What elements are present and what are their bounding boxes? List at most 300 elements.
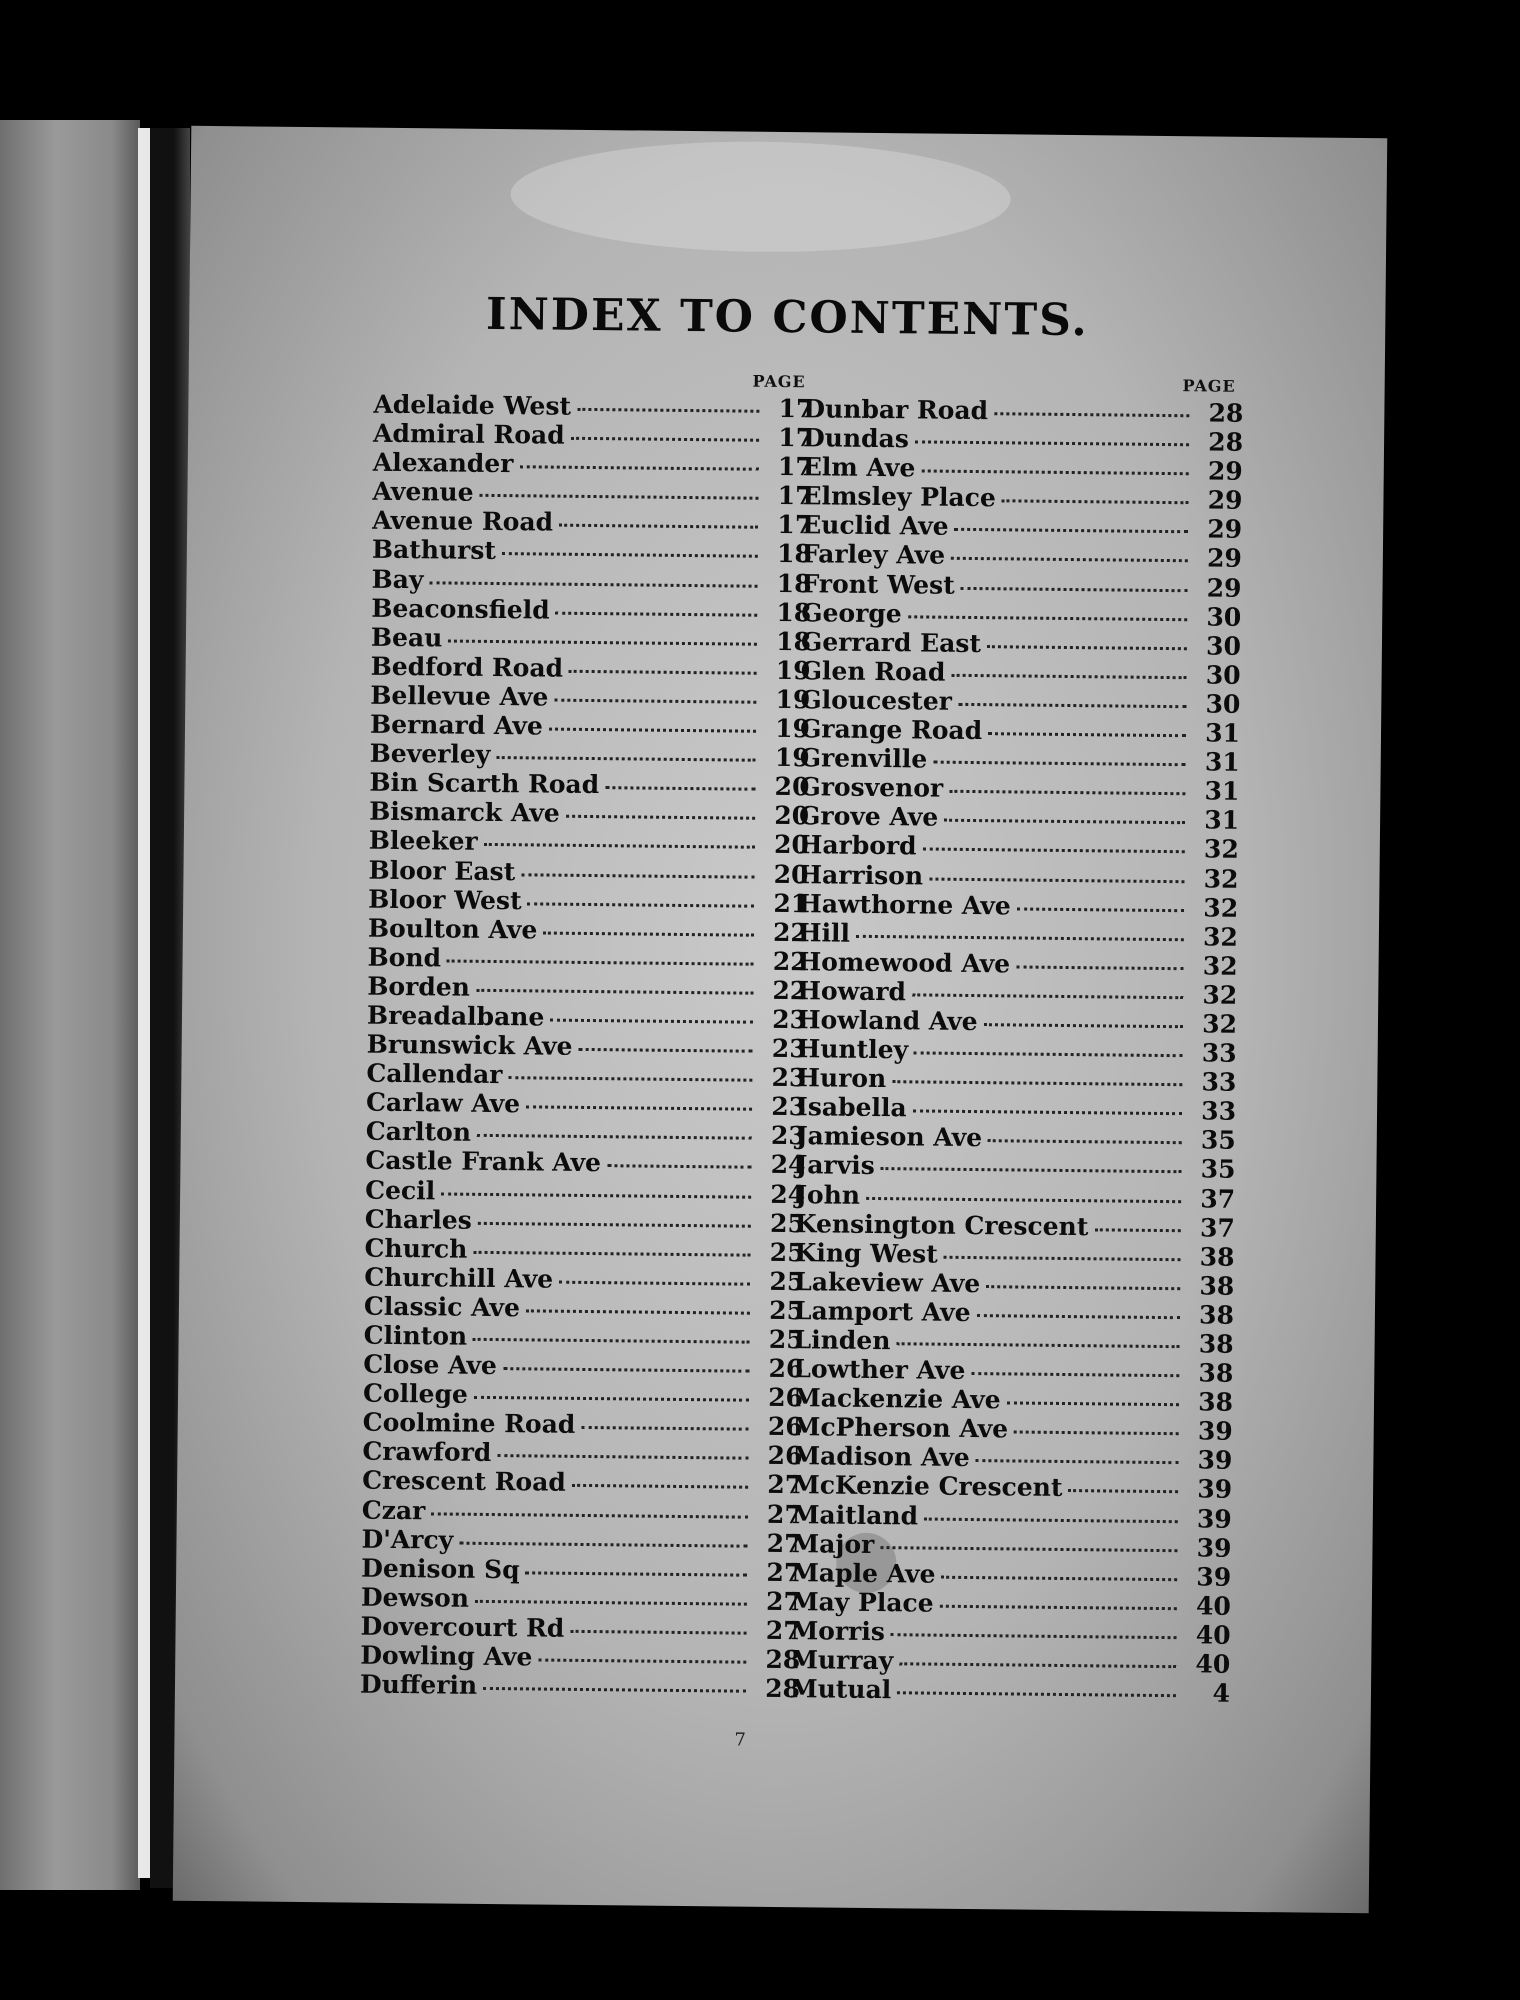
entry-page-number: 26 — [768, 1353, 804, 1384]
entry-name: Euclid Ave — [802, 510, 949, 542]
entry-page-number: 24 — [770, 1179, 806, 1209]
entry-page-number: 26 — [767, 1441, 803, 1471]
dot-leader — [866, 1195, 1181, 1202]
entry-name: Admiral Road — [372, 418, 565, 450]
dot-leader — [1016, 964, 1184, 970]
dot-leader — [944, 1254, 1181, 1260]
entry-page-number: 25 — [769, 1208, 806, 1238]
index-entry — [371, 564, 811, 598]
entry-page-number: 23 — [770, 1121, 806, 1151]
dot-leader — [429, 580, 757, 587]
index-entry — [367, 1030, 807, 1064]
dot-leader — [908, 614, 1188, 621]
entry-page-number: 39 — [1197, 1445, 1233, 1476]
index-entry — [366, 1059, 806, 1093]
index-entry — [364, 1233, 804, 1267]
index-list-right — [790, 394, 1244, 1708]
entry-name: Harrison — [798, 859, 924, 890]
entry-page-number: 25 — [768, 1324, 804, 1355]
page-column-header: PAGE — [1182, 376, 1236, 396]
dot-leader — [605, 785, 755, 791]
entry-name: Adelaide West — [373, 389, 572, 421]
index-entry — [368, 884, 808, 918]
entry-name: May Place — [790, 1586, 934, 1618]
dot-leader — [988, 731, 1186, 737]
dot-leader — [577, 407, 759, 413]
entry-page-number: 25 — [769, 1266, 805, 1297]
dot-leader — [955, 527, 1189, 533]
index-entry — [798, 860, 1238, 894]
dot-leader — [984, 1022, 1183, 1028]
dot-leader — [448, 638, 757, 645]
entry-page-number: 22 — [772, 917, 809, 947]
index-entry — [364, 1321, 804, 1355]
index-entry — [800, 685, 1240, 719]
entry-name: Dufferin — [359, 1669, 478, 1700]
index-entry — [371, 652, 811, 686]
entry-page-number: 20 — [774, 801, 810, 831]
entry-name: Cecil — [365, 1175, 436, 1205]
entry-page-number: 28 — [765, 1644, 801, 1675]
dot-leader — [856, 933, 1184, 940]
index-entry — [370, 681, 810, 715]
entry-name: Castle Frank Ave — [365, 1146, 602, 1178]
index-entry — [362, 1437, 802, 1471]
index-entry — [365, 1175, 805, 1209]
dot-leader — [484, 842, 755, 849]
dot-leader — [913, 1109, 1182, 1116]
entry-name: Beau — [370, 622, 443, 653]
entry-page-number: 28 — [1208, 398, 1244, 428]
index-entry — [364, 1262, 804, 1296]
index-entry — [368, 913, 808, 947]
index-entry — [797, 947, 1237, 981]
index-entry — [795, 1151, 1235, 1185]
dot-leader — [1068, 1489, 1178, 1494]
entry-page-number: 23 — [771, 1092, 807, 1122]
index-entry — [799, 772, 1239, 806]
index-entry — [367, 1001, 807, 1035]
entry-name: Bismarck Ave — [369, 796, 560, 828]
entry-name: Jamieson Ave — [795, 1121, 983, 1153]
dot-leader — [977, 1313, 1180, 1319]
dot-leader — [971, 1371, 1179, 1377]
entry-page-number: 40 — [1195, 1591, 1232, 1621]
entry-name: Brunswick Ave — [366, 1029, 573, 1061]
entry-name: Avenue Road — [372, 506, 554, 537]
entry-page-number: 23 — [771, 1033, 807, 1064]
dot-leader — [951, 673, 1186, 679]
index-entry — [365, 1146, 805, 1180]
entry-name: Borden — [367, 971, 471, 1002]
dot-leader — [478, 1220, 751, 1227]
index-entry — [803, 452, 1243, 486]
dot-leader — [897, 1690, 1176, 1697]
entry-page-number: 23 — [771, 1063, 807, 1093]
index-entry — [801, 627, 1241, 661]
entry-name: Mutual — [789, 1674, 892, 1705]
entry-page-number: 29 — [1206, 573, 1242, 603]
index-entry — [795, 1209, 1235, 1243]
entry-name: Linden — [793, 1325, 891, 1356]
dot-leader — [566, 814, 755, 820]
entry-page-number: 27 — [766, 1499, 802, 1529]
entry-page-number: 31 — [1204, 776, 1240, 807]
entry-page-number: 38 — [1198, 1300, 1235, 1330]
entry-page-number: 38 — [1198, 1387, 1234, 1417]
dot-leader — [497, 1453, 748, 1460]
entry-name: Grange Road — [799, 714, 983, 746]
entry-page-number: 33 — [1201, 1067, 1237, 1097]
entry-name: Bedford Road — [370, 651, 564, 683]
index-entry — [372, 535, 812, 569]
entry-page-number: 32 — [1202, 951, 1238, 981]
entry-page-number: 40 — [1195, 1620, 1231, 1650]
index-entry — [369, 797, 809, 831]
dot-leader — [543, 930, 754, 936]
dot-leader — [502, 552, 758, 559]
entry-page-number: 25 — [769, 1237, 805, 1267]
index-entry — [800, 743, 1240, 777]
index-entry — [361, 1524, 801, 1558]
entry-name: Lakeview Ave — [794, 1266, 981, 1298]
entry-page-number: 19 — [774, 743, 810, 773]
entry-name: Dewson — [360, 1582, 470, 1613]
entry-name: Dovercourt Rd — [360, 1611, 565, 1643]
entry-page-number: 27 — [765, 1586, 802, 1617]
dot-leader — [933, 760, 1185, 767]
entry-name: Breadalbane — [366, 1000, 545, 1032]
entry-page-number: 26 — [767, 1412, 803, 1442]
dot-leader — [474, 1395, 749, 1402]
entry-name: Lowther Ave — [793, 1354, 966, 1386]
index-entry — [373, 390, 813, 424]
dot-leader — [569, 669, 757, 675]
dot-leader — [1094, 1227, 1181, 1232]
index-entry — [793, 1354, 1233, 1388]
dot-leader — [914, 1050, 1183, 1057]
page-number-mark: 7 — [734, 1729, 747, 1751]
entry-page-number: 39 — [1196, 1562, 1232, 1592]
dot-leader — [526, 1570, 748, 1576]
dot-leader — [899, 1661, 1176, 1668]
dot-leader — [476, 988, 753, 995]
index-entry — [370, 710, 810, 744]
index-entry — [362, 1466, 802, 1500]
entry-name: Hawthorne Ave — [798, 888, 1011, 921]
entry-name: Classic Ave — [363, 1291, 521, 1323]
dot-leader — [572, 1483, 748, 1489]
entry-name: Bond — [367, 942, 442, 973]
index-entry — [795, 1180, 1235, 1214]
entry-page-number: 28 — [1208, 427, 1244, 457]
entry-page-number: 37 — [1200, 1183, 1236, 1214]
entry-page-number: 23 — [772, 1004, 808, 1035]
entry-name: Clinton — [363, 1320, 468, 1351]
entry-page-number: 39 — [1197, 1474, 1233, 1505]
entry-name: D'Arcy — [361, 1524, 454, 1555]
index-entry — [361, 1553, 801, 1587]
entry-name: Bathurst — [371, 535, 497, 566]
entry-name: Howard — [797, 976, 907, 1007]
entry-name: Huron — [796, 1063, 887, 1094]
index-list-left — [360, 390, 814, 1704]
index-entry — [372, 506, 812, 540]
dot-leader — [477, 1133, 752, 1140]
entry-name: George — [801, 597, 902, 628]
entry-name: Hill — [797, 917, 851, 948]
index-entry — [360, 1641, 800, 1675]
index-page — [173, 126, 1388, 1913]
dot-leader — [1014, 1430, 1179, 1436]
entry-page-number: 27 — [765, 1615, 801, 1646]
index-entry — [792, 1442, 1232, 1476]
index-entry — [373, 448, 813, 482]
entry-page-number: 40 — [1195, 1649, 1231, 1679]
index-entry — [796, 1092, 1236, 1126]
entry-name: Dowling Ave — [360, 1640, 533, 1672]
index-entry — [790, 1645, 1230, 1679]
dot-leader — [503, 1366, 749, 1373]
entry-page-number: 29 — [1207, 456, 1243, 487]
index-column-left — [360, 368, 814, 1704]
entry-name: Carlaw Ave — [365, 1087, 521, 1119]
dot-leader — [431, 1511, 748, 1518]
index-entry — [802, 511, 1242, 545]
index-entry — [366, 1088, 806, 1122]
entry-name: Elm Ave — [802, 452, 916, 483]
index-entry — [803, 423, 1243, 457]
index-column-right — [790, 372, 1244, 1708]
index-entry — [363, 1408, 803, 1442]
dot-leader — [958, 702, 1186, 708]
dot-leader — [607, 1164, 752, 1170]
entry-page-number: 35 — [1200, 1125, 1236, 1156]
dot-leader — [988, 1139, 1182, 1145]
entry-name: Bleeker — [368, 826, 478, 857]
dot-leader — [581, 1425, 748, 1431]
dot-leader — [923, 847, 1185, 854]
entry-name: Crescent Road — [361, 1466, 567, 1498]
entry-name: Homewood Ave — [797, 946, 1011, 979]
entry-page-number: 4 — [1212, 1678, 1231, 1708]
entry-name: Jarvis — [795, 1150, 875, 1181]
index-entry — [798, 889, 1238, 923]
dot-leader — [549, 727, 756, 733]
entry-page-number: 27 — [766, 1528, 802, 1558]
entry-page-number: 17 — [777, 510, 813, 540]
entry-name: Gloucester — [800, 685, 953, 716]
entry-page-number: 32 — [1202, 980, 1238, 1010]
entry-page-number: 29 — [1206, 543, 1243, 574]
dot-leader — [891, 1632, 1177, 1639]
index-entry — [793, 1412, 1233, 1446]
index-entry — [801, 598, 1241, 632]
entry-name: Maitland — [791, 1499, 919, 1531]
entry-page-number: 38 — [1198, 1358, 1234, 1388]
index-entry — [798, 918, 1238, 952]
index-entry — [794, 1267, 1234, 1301]
dot-leader — [987, 644, 1187, 650]
entry-page-number: 29 — [1207, 514, 1243, 545]
entry-name: Bernard Ave — [369, 709, 543, 741]
dot-leader — [519, 464, 758, 471]
index-entry — [803, 394, 1243, 428]
entry-page-number: 30 — [1205, 689, 1241, 719]
entry-page-number: 20 — [773, 830, 809, 860]
dot-leader — [559, 523, 758, 529]
index-entry — [373, 419, 813, 453]
dot-leader — [480, 493, 759, 500]
entry-name: Church — [364, 1233, 468, 1264]
dot-leader — [496, 755, 755, 762]
entry-name: McKenzie Crescent — [791, 1470, 1063, 1503]
page-title: INDEX TO CONTENTS. — [485, 288, 1089, 347]
entry-name: Morris — [790, 1616, 886, 1647]
entry-name: Lamport Ave — [793, 1296, 971, 1327]
dot-leader — [570, 1629, 746, 1635]
entry-page-number: 25 — [769, 1295, 805, 1326]
dot-leader — [521, 872, 754, 878]
entry-page-number: 32 — [1202, 1009, 1238, 1039]
entry-name: Grosvenor — [799, 772, 944, 803]
entry-page-number: 32 — [1203, 863, 1239, 894]
index-entry — [799, 831, 1239, 865]
entry-page-number: 29 — [1207, 485, 1243, 516]
stain — [510, 139, 1011, 254]
dot-leader — [475, 1599, 747, 1606]
index-entry — [369, 826, 809, 860]
entry-name: Howland Ave — [796, 1005, 978, 1037]
entry-page-number: 28 — [765, 1674, 801, 1704]
dot-leader — [921, 469, 1188, 476]
entry-page-number: 19 — [775, 713, 811, 744]
entry-name: Madison Ave — [792, 1441, 970, 1473]
entry-page-number: 37 — [1199, 1213, 1235, 1243]
index-entry — [369, 768, 809, 802]
dot-leader — [1002, 499, 1189, 505]
index-entry — [366, 1117, 806, 1151]
entry-name: King West — [794, 1237, 938, 1269]
index-entry — [362, 1495, 802, 1529]
entry-page-number: 32 — [1203, 893, 1239, 923]
dot-leader — [538, 1658, 746, 1664]
entry-page-number: 17 — [778, 393, 814, 424]
entry-page-number: 30 — [1206, 602, 1242, 632]
dot-leader — [994, 411, 1189, 417]
entry-page-number: 32 — [1202, 922, 1239, 952]
index-entry — [364, 1292, 804, 1326]
entry-page-number: 30 — [1205, 660, 1241, 690]
index-entry — [370, 739, 810, 773]
entry-page-number: 38 — [1199, 1242, 1235, 1272]
index-entry — [791, 1529, 1231, 1563]
entry-name: Avenue — [372, 476, 474, 508]
dot-leader — [528, 901, 755, 907]
dot-leader — [556, 610, 758, 616]
index-entry — [802, 481, 1242, 515]
index-entry — [360, 1670, 800, 1704]
index-entry — [361, 1582, 801, 1616]
entry-page-number: 26 — [768, 1383, 804, 1413]
dot-leader — [578, 1047, 752, 1053]
index-entry — [790, 1674, 1230, 1708]
entry-page-number: 39 — [1196, 1503, 1232, 1534]
entry-name: Churchill Ave — [364, 1262, 554, 1294]
dot-leader — [473, 1250, 750, 1257]
entry-page-number: 30 — [1205, 631, 1242, 661]
index-entry — [372, 477, 812, 511]
entry-page-number: 18 — [776, 626, 812, 657]
dot-leader — [915, 439, 1189, 446]
dot-leader — [526, 1308, 750, 1314]
entry-page-number: 27 — [767, 1470, 803, 1500]
dot-leader — [941, 1574, 1177, 1580]
entry-page-number: 17 — [777, 452, 813, 482]
entry-page-number: 38 — [1198, 1329, 1234, 1359]
entry-name: McPherson Ave — [792, 1412, 1009, 1444]
entry-page-number: 31 — [1204, 747, 1240, 777]
entry-page-number: 38 — [1199, 1271, 1235, 1301]
entry-name: Glen Road — [800, 656, 946, 687]
index-entry — [363, 1350, 803, 1384]
index-entry — [796, 1063, 1236, 1097]
dot-leader — [929, 876, 1184, 883]
entry-name: Major — [791, 1528, 875, 1559]
index-entry — [801, 569, 1241, 603]
index-entry — [794, 1238, 1234, 1272]
entry-name: Close Ave — [363, 1349, 498, 1381]
entry-name: Murray — [790, 1645, 894, 1676]
dot-leader — [976, 1458, 1179, 1464]
dot-leader — [940, 1604, 1177, 1610]
entry-name: Boulton Ave — [367, 913, 538, 945]
index-entry — [367, 942, 807, 976]
entry-name: Crawford — [362, 1437, 492, 1468]
dot-leader — [526, 1105, 752, 1111]
entry-page-number: 31 — [1204, 805, 1240, 836]
dot-leader — [554, 698, 756, 704]
index-entry — [363, 1379, 803, 1413]
dot-leader — [559, 1280, 750, 1286]
entry-page-number: 32 — [1203, 834, 1239, 865]
entry-name: Bloor West — [368, 884, 522, 915]
entry-name: Carlton — [365, 1117, 472, 1148]
entry-name: Bloor East — [368, 855, 516, 886]
index-entry — [796, 1122, 1236, 1156]
index-entry — [802, 540, 1242, 574]
index-entry — [793, 1325, 1233, 1359]
dot-leader — [944, 818, 1185, 825]
entry-page-number: 18 — [776, 539, 813, 569]
entry-page-number: 39 — [1196, 1533, 1232, 1563]
dot-leader — [881, 1167, 1182, 1174]
dot-leader — [459, 1540, 747, 1547]
entry-page-number: 21 — [773, 888, 809, 918]
entry-name: Coolmine Road — [362, 1407, 576, 1440]
page-column-header: PAGE — [752, 371, 806, 392]
dot-leader — [550, 1018, 753, 1024]
entry-page-number: 22 — [772, 946, 808, 977]
dot-leader — [892, 1079, 1182, 1086]
dot-leader — [912, 992, 1183, 999]
entry-name: Dundas — [802, 423, 910, 454]
dot-leader — [961, 585, 1188, 591]
entry-name: John — [795, 1179, 861, 1210]
index-entry — [790, 1616, 1230, 1650]
dot-leader — [896, 1341, 1179, 1348]
dot-leader — [1017, 906, 1185, 912]
